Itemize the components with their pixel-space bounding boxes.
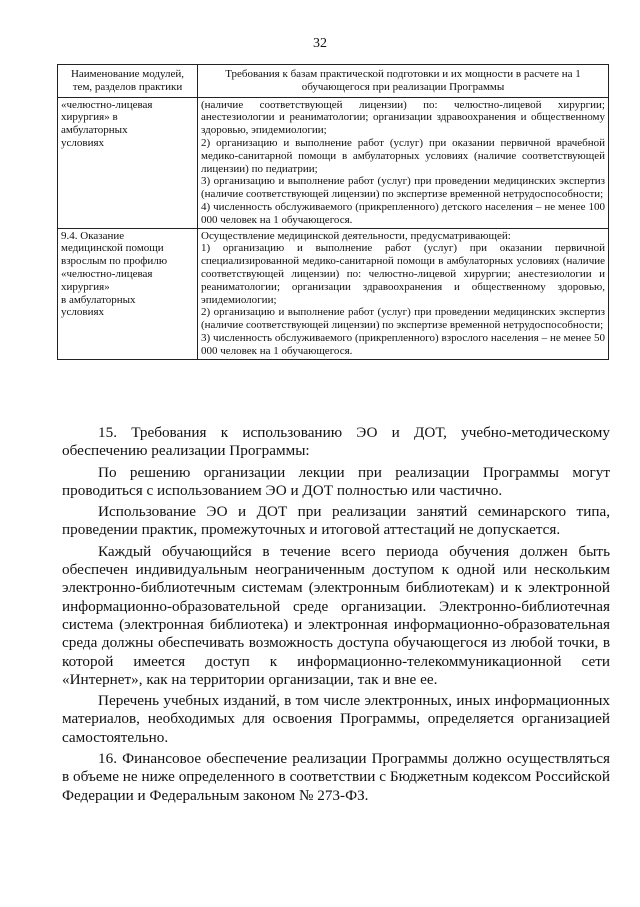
page-number: 32	[313, 36, 327, 51]
module-line: условиях	[61, 306, 105, 319]
requirements-cell	[198, 97, 609, 228]
module-cell	[58, 97, 198, 228]
body-text	[62, 424, 610, 808]
module-line: 9.4. Оказание	[61, 229, 125, 242]
table-row	[58, 228, 609, 359]
requirement-item: (наличие соответствующей лицензии) по: челюстно-лицевой хирургии; анестезиологии и реаниматологии; организации здравоохранения и общественному здоровью, эпидемиологии;	[201, 98, 605, 137]
paragraph: Каждый обучающийся в течение всего периода обучения должен быть обеспечен индивидуальным неограниченным доступом к одной или нескольким электронно-библиотечным системам (электронным библиотекам) и к электронной информационно-образовательной среде организации. Электронно-библиотечная система (электронная библиотека) и электронная информационно-образовательная среда должны обеспечивать возможность доступа обучающегося из любой точки, в которой имеется доступ к информационно-телекоммуникационной сети «Интернет», как на территории организации, так и вне ее.	[62, 542, 610, 688]
requirement-item: 1) организацию и выполнение работ (услуг) при оказании первичной специализированной медико-санитарной помощи в амбулаторных условиях (наличие соответствующей лицензии) по: челюстно-лицевой хирургии; анестезиологии и реаниматологии; организации здравоохранения и общественному здоровью, эпидемиологии;	[201, 242, 605, 306]
requirement-item: 4) численность обслуживаемого (прикрепленного) детского населения – не менее 100 000 человек на 1 обучающегося.	[201, 200, 605, 226]
table-row	[58, 97, 609, 228]
module-cell	[58, 228, 198, 359]
paragraph: По решению организации лекции при реализации Программы могут проводиться с использованием ЭО и ДОТ полностью или частично.	[62, 463, 610, 499]
module-line: «челюстно-лицевая	[61, 98, 153, 111]
requirement-item: Осуществление медицинской деятельности, предусматривающей:	[201, 229, 511, 242]
paragraph: Перечень учебных изданий, в том числе электронных, иных информационных материалов, необходимых для освоения Программы, определяется организацией самостоятельно.	[62, 692, 610, 746]
table-header-row	[58, 65, 609, 98]
paragraph: Использование ЭО и ДОТ при реализации занятий семинарского типа, проведении практик, промежуточных и итоговой аттестаций не допускается.	[62, 503, 610, 539]
requirement-item: 2) организацию и выполнение работ (услуг) при проведении медицинских экспертиз (наличие соответствующей лицензии) по экспертизе временной нетрудоспособности;	[201, 306, 605, 332]
requirement-item: 3) организацию и выполнение работ (услуг) при проведении медицинских экспертиз (наличие соответствующей лицензии) по экспертизе временной нетрудоспособности;	[201, 175, 605, 201]
module-line: условиях	[61, 136, 105, 149]
module-line: взрослым по профилю	[61, 255, 168, 268]
paragraph-section-16: 16. Финансовое обеспечение реализации Программы должно осуществляться в объеме не ниже определенного в соответствии с Бюджетным кодексом Российской Федерации и Федеральным законом № 273-ФЗ.	[62, 750, 610, 804]
module-line: медицинской помощи	[61, 242, 164, 255]
module-line: хирургия»	[61, 280, 110, 293]
module-line: в амбулаторных	[61, 293, 136, 306]
header-modules: Наименование модулей, тем, разделов практики	[58, 65, 198, 98]
requirements-cell	[198, 228, 609, 359]
header-requirements: Требования к базам практической подготовки и их мощности в расчете на 1 обучающегося при реализации Программы	[198, 65, 609, 98]
module-line: «челюстно-лицевая	[61, 267, 153, 280]
module-line: амбулаторных	[61, 124, 128, 137]
requirements-table	[57, 64, 609, 360]
module-line: хирургия» в	[61, 111, 118, 124]
requirement-item: 2) организацию и выполнение работ (услуг) при оказании первичной врачебной медико-санитарной помощи в амбулаторных условиях (наличие соответствующей лицензии) по педиатрии;	[201, 136, 605, 175]
requirement-item: 3) численность обслуживаемого (прикрепленного) взрослого населения – не менее 50 000 человек на 1 обучающегося.	[201, 331, 605, 357]
paragraph-section-15: 15. Требования к использованию ЭО и ДОТ, учебно-методическому обеспечению реализации Программы:	[62, 424, 610, 460]
